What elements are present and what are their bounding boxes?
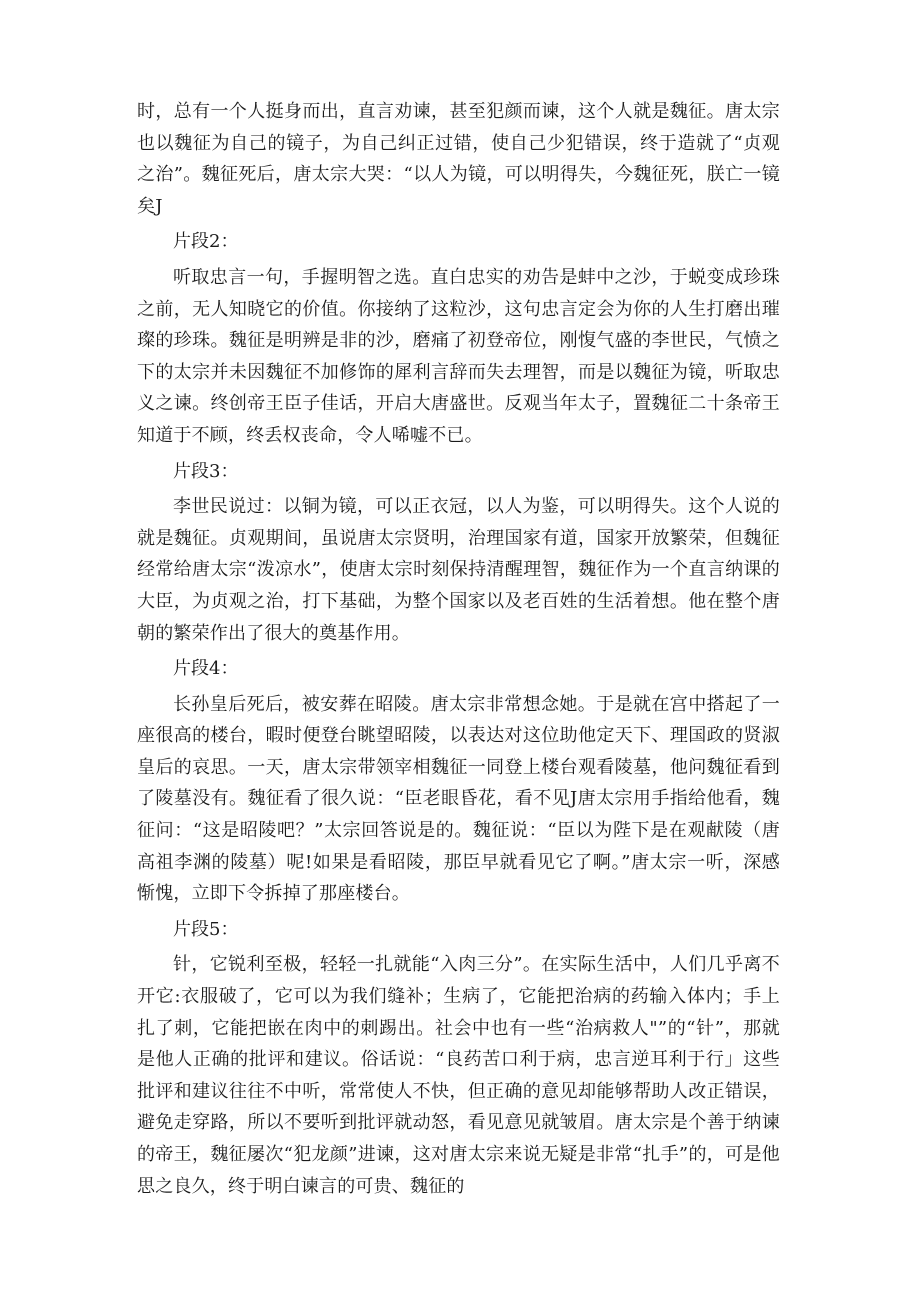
document-page: [137, 96, 780, 1202]
intro-paragraph: 时，总有一个人挺身而出，直言劝谏，甚至犯颜而谏，这个人就是魏征。唐太宗也以魏征为自己的镜子，为自己纠正过错，使自己少犯错误，终于造就了“贞观之治”。魏征死后，唐太宗大哭：“以人为镜，可以明得失，今魏征死，朕亡一镜矣J: [137, 101, 780, 217]
section-4-heading: 片段4：: [173, 658, 239, 680]
section-3-heading: 片段3：: [173, 460, 239, 482]
section-2-heading: 片段2：: [173, 231, 239, 253]
section-5-heading: 片段5：: [173, 918, 239, 940]
section-2-body: 听取忠言一句，手握明智之选。直白忠实的劝告是蚌中之沙，于蜕变成珍珠之前，无人知晓它的价值。你接纳了这粒沙，这句忠言定会为你的人生打磨出璀璨的珍珠。魏征是明辨是非的沙，磨痛了初登帝位，刚愎气盛的李世民，气愤之下的太宗并未因魏征不加修饰的犀利言辞而失去理智，而是以魏征为镜，听取忠义之谏。终创帝王臣子佳话，开启大唐盛世。反观当年太子，置魏征二十条帝王知道于不顾，终丢权丧命，令人唏嘘不已。: [137, 266, 780, 446]
section-3-body: 李世民说过：以铜为镜，可以正衣冠，以人为鉴，可以明得失。这个人说的就是魏征。贞观期间，虽说唐太宗贤明，治理国家有道，国家开放繁荣，但魏征经常给唐太宗“泼凉水”，使唐太宗时刻保持清醒理智，魏征作为一个直言纳课的大臣，为贞观之治，打下基础，为整个国家以及老百姓的生活着想。他在整个唐朝的繁荣作出了很大的奠基作用。: [137, 496, 780, 644]
section-4-body: 长孙皇后死后，被安葬在昭陵。唐太宗非常想念她。于是就在宫中搭起了一座很高的楼台，暇时便登台眺望昭陵，以表达对这位助他定天下、理国政的贤淑皇后的哀思。一天，唐太宗带领宰相魏征一同登上楼台观看陵墓，他问魏征看到了陵墓没有。魏征看了很久说：“臣老眼昏花，看不见J唐太宗用手指给他看，魏征问：“这是昭陵吧？”太宗回答说是的。魏征说：“臣以为陛下是在观献陵（唐高祖李渊的陵墓）呢!如果是看昭陵，那臣早就看见它了啊。”唐太宗一听，深感惭愧，立即下令拆掉了那座楼台。: [137, 693, 780, 905]
section-5-body: 针，它锐利至极，轻轻一扎就能“入肉三分”。在实际生活中，人们几乎离不开它:衣服破了，它可以为我们缝补；生病了，它能把治病的药输入体内；手上扎了刺，它能把嵌在肉中的刺踢出。社会中也有一些“治病救人"”的“针”，那就是他人正确的批评和建议。俗话说：“良药苦口利于病，忠言逆耳利于行」这些批评和建议往往不中听，常常使人不快，但正确的意见却能够帮助人改正错误，避免走穿路，所以不要听到批评就动怒，看见意见就皱眉。唐太宗是个善于纳谏的帝王，魏征屡次“犯龙颜”进谏，这对唐太宗来说无疑是非常“扎手”的，可是他思之良久，终于明白谏言的可贵、魏征的: [137, 954, 780, 1197]
